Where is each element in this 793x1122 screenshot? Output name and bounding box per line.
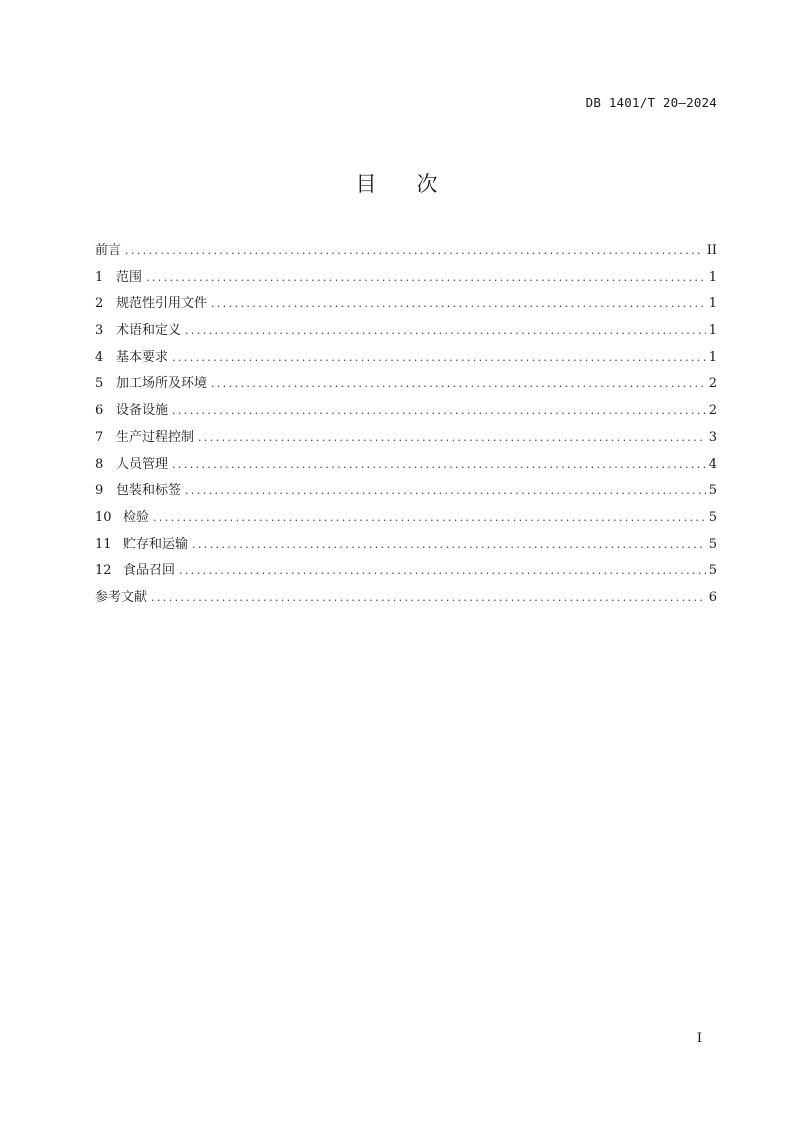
toc-entry-page: 2	[708, 376, 717, 392]
toc-entry-label: 前言	[95, 243, 122, 258]
toc-entry-processing-site[interactable]	[95, 372, 717, 399]
toc-entry-label: 人员管理	[116, 456, 169, 472]
toc-entry-number: 4	[95, 349, 104, 365]
toc-dot-leader	[146, 271, 706, 284]
toc-dot-leader	[172, 404, 706, 417]
toc-dot-leader	[151, 591, 706, 604]
toc-entry-label: 参考文献	[95, 589, 148, 605]
toc-entry-page: 1	[708, 296, 717, 312]
toc-entry-number: 10	[95, 509, 112, 525]
toc-entry-number: 7	[95, 429, 104, 445]
toc-entry-foreword[interactable]	[95, 239, 717, 266]
toc-entry-bibliography[interactable]	[95, 586, 717, 613]
toc-entry-equipment[interactable]	[95, 399, 717, 426]
toc-dot-leader	[179, 564, 706, 577]
toc-entry-page: 4	[708, 456, 717, 472]
toc-entry-page: 5	[708, 483, 717, 499]
toc-entry-number: 11	[95, 536, 112, 552]
toc-title	[0, 168, 793, 198]
toc-entry-page: 5	[708, 563, 717, 579]
toc-entry-number: 1	[95, 269, 104, 285]
toc-dot-leader	[211, 297, 706, 310]
toc-list	[95, 239, 717, 613]
toc-entry-food-recall[interactable]	[95, 559, 717, 586]
toc-entry-production-control[interactable]	[95, 426, 717, 453]
toc-entry-terms-definitions[interactable]	[95, 319, 717, 346]
toc-dot-leader	[185, 324, 706, 337]
toc-entry-page: 6	[708, 589, 717, 605]
toc-entry-number: 9	[95, 483, 104, 499]
toc-entry-label: 范围	[116, 269, 143, 285]
toc-dot-leader	[172, 351, 706, 364]
toc-title-part1: 目	[355, 172, 377, 196]
toc-entry-label: 基本要求	[116, 349, 169, 365]
document-code: DB 1401/T 20—2024	[585, 95, 717, 110]
toc-entry-label: 生产过程控制	[116, 429, 195, 445]
toc-dot-leader	[211, 377, 706, 390]
toc-entry-page: 2	[708, 403, 717, 419]
toc-entry-number: 12	[95, 563, 112, 579]
toc-entry-label: 加工场所及环境	[116, 376, 208, 392]
toc-entry-page: 1	[708, 269, 717, 285]
toc-dot-leader	[185, 484, 706, 497]
toc-entry-page: 1	[708, 323, 717, 339]
toc-entry-label: 贮存和运输	[123, 536, 189, 552]
toc-entry-number: 3	[95, 323, 104, 339]
toc-dot-leader	[198, 431, 706, 444]
toc-entry-page: II	[706, 243, 717, 258]
toc-entry-number: 5	[95, 376, 104, 392]
toc-entry-storage-transport[interactable]	[95, 533, 717, 560]
toc-entry-label: 检验	[123, 509, 150, 525]
toc-dot-leader	[153, 511, 706, 524]
toc-dot-leader	[192, 538, 706, 551]
page-number: I	[696, 1031, 702, 1046]
toc-entry-label: 食品召回	[123, 563, 176, 579]
toc-entry-label: 设备设施	[116, 403, 169, 419]
toc-entry-inspection[interactable]	[95, 506, 717, 533]
toc-entry-page: 5	[708, 536, 717, 552]
toc-entry-number: 8	[95, 456, 104, 472]
toc-entry-page: 1	[708, 349, 717, 365]
toc-entry-label: 术语和定义	[116, 323, 182, 339]
toc-entry-page: 5	[708, 509, 717, 525]
toc-entry-number: 6	[95, 403, 104, 419]
toc-dot-leader	[125, 244, 704, 257]
toc-entry-scope[interactable]	[95, 266, 717, 293]
toc-entry-basic-requirements[interactable]	[95, 346, 717, 373]
toc-dot-leader	[172, 458, 706, 471]
toc-title-part2: 次	[416, 172, 438, 196]
toc-entry-page: 3	[708, 429, 717, 445]
toc-entry-normative-references[interactable]	[95, 292, 717, 319]
toc-entry-packaging-labeling[interactable]	[95, 479, 717, 506]
toc-entry-label: 包装和标签	[116, 483, 182, 499]
toc-entry-number: 2	[95, 296, 104, 312]
toc-entry-personnel[interactable]	[95, 453, 717, 480]
toc-entry-label: 规范性引用文件	[116, 296, 208, 312]
